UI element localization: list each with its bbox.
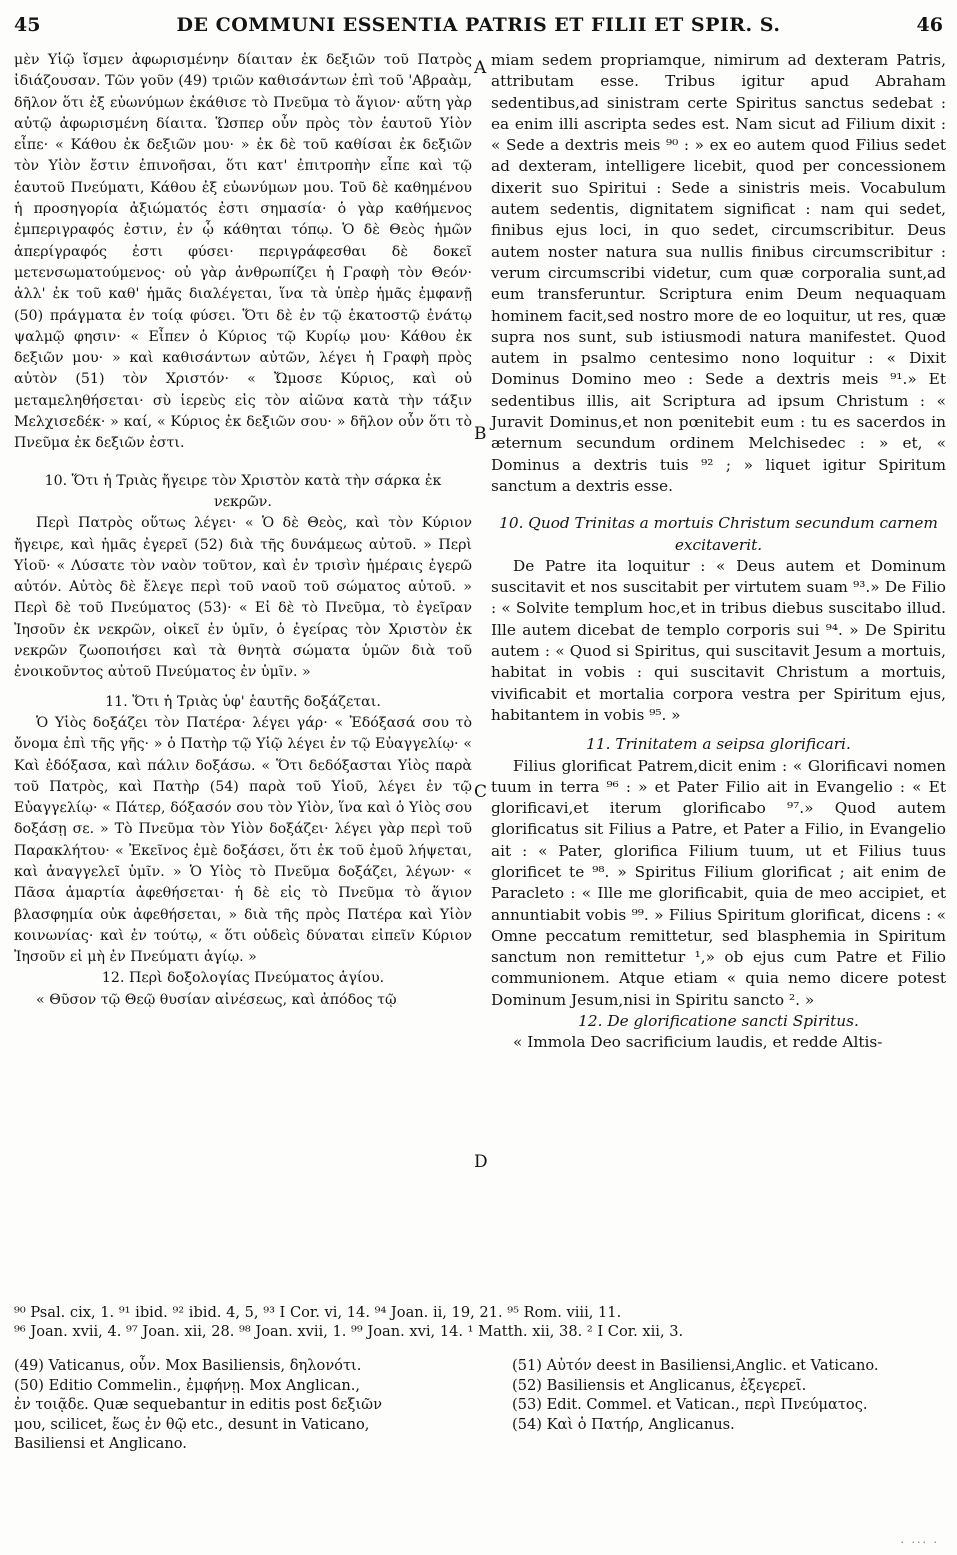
variant-note: (52) Basiliensis et Anglicanus, ἐξεγερεῖ. [512,1376,807,1394]
scripture-note-line: ⁹⁶ Joan. xvii, 4. ⁹⁷ Joan. xii, 28. ⁹⁸ Joan. xvii, 1. ⁹⁹ Joan. xvi, 14. ¹ Matth. xii, 38. ² I Cor. xii, 3. [14,1323,684,1340]
latin-heading-12: 12. De glorificatione sancti Spiritus. [578,1012,859,1031]
variant-note: (54) Καὶ ὁ Πατήρ, Anglicanus. [512,1415,735,1433]
greek-paragraph-12: « Θῦσον τῷ Θεῷ θυσίαν αἰνέσεως, καὶ ἀπόδος τῷ [36,991,397,1008]
scan-speck: · ··· · [900,1536,939,1549]
greek-paragraph-10: Περὶ Πατρὸς οὕτως λέγει· « Ὁ δὲ Θεὸς, καὶ τὸν Κύριον ἤγειρε, καὶ ἡμᾶς ἐγερεῖ (52) διὰ τῆς δυνάμεως αὐτοῦ. » Περὶ Υἱοῦ· « Λύσατε τὸν ναὸν τοῦτον, καὶ ἐν τρισὶν ἡμέραις ἐγερῶ αὐτόν. Αὐτὸς δὲ ἔλεγε περὶ τοῦ ναοῦ τοῦ σώματος αὐτοῦ. » Περὶ δὲ τοῦ Πνεύματος (53)· « Εἰ δὲ τὸ Πνεῦμα, τὸ ἐγεῖραν Ἰησοῦν ἐκ νεκρῶν, οἰκεῖ ἐν ὑμῖν, ὁ ἐγείρας τὸν Χριστὸν ἐκ νεκρῶν ζωοποιήσει καὶ τὰ θνητὰ σώματα ὑμῶν διὰ τοῦ ἐνοικοῦντος αὐτοῦ Πνεύματος ἐν ὑμῖν. » [14,515,472,681]
scripture-note-line: ⁹⁰ Psal. cix, 1. ⁹¹ ibid. ⁹² ibid. 4, 5, ⁹³ I Cor. vi, 14. ⁹⁴ Joan. ii, 19, 21. ⁹⁵ Rom. viii, 11. [14,1304,622,1321]
latin-paragraph-11: Filius glorificat Patrem,dicit enim : « Glorificavi nomen tuum in terra ⁹⁶ : » et Pater Filio ait in Evangelio : « Et glorificavi,et iterum glorificabo ⁹⁷.» Quod autem glorificatus sit Filius a Patre, et Pater a Filio, in Evangelio ait : « Pater, glorifica Filium tuum, ut et Filius tuus glorificet te ⁹⁸. » Spiritus Filium glorificat ; ait enim de Paracleto : « Ille me glorificabit, quia de meo accipiet, et annuntiabit vobis ⁹⁹. » Filius Spiritum glorificat, dicens : « Omne peccatum remittetur, sed blasphemia in Spiritum sanctum non remittetur ¹,» ob ejus cum Patre et Filio communionem. Atque etiam « quia nemo dicere potest Dominum Jesum,nisi in Spiritu sancto ². » [491,756,946,1009]
latin-paragraph-12: « Immola Deo sacrificium laudis, et redde Altis- [513,1033,883,1052]
margin-marker-b: B [474,424,487,444]
variant-note: (53) Edit. Commel. et Vatican., περὶ Πνεύματος. [512,1396,868,1413]
latin-paragraph-10: De Patre ita loquitur : « Deus autem et Dominum suscitavit et nos suscitabit per virtutem suam ⁹³.» De Filio : « Solvite templum hoc,et in tribus diebus suscitabo illud. Ille autem dicebat de templo corporis sui ⁹⁴. » De Spiritu autem : « Quod si Spiritus, qui suscitavit Jesum a mortuis, habitat in vobis : qui suscitavit Christum a mortuis, vivificabit et mortalia corpora vestra per Spiritum ejus, habitantem in vobis ⁹⁵. » [491,556,946,724]
variant-note: ἐν τοιᾷδε. Quæ sequebantur in editis post δεξιῶν [14,1396,382,1413]
latin-paragraph-9: miam sedem propriamque, nimirum ad dexteram Patris, attributam esse. Tribus igitur apud Abraham sedentibus,ad sinistram certe Spiritus sanctus sedebat : ea enim illi ascripta sedes est. Nam sicut ad Filium dixit : « Sede a dextris meis ⁹⁰ : » ex eo autem quod Filius sedet ad dexteram, intelligere licebit, quod per concessionem dixerit suo Spiritui : Sede a sinistris meis. Vocabulum autem sedentis, dignitatem significat : nam qui sedet, finibus ejus loci, in quo sedet, circumscribitur. Deus autem noster natura sua nullis finibus circumscribitur : verum circumscribi videtur, cum quæ corporalia sunt,ad eum transferuntur. Scriptura enim Deum nequaquam hominem facit,sed nostro more de eo loquitur, ut res, quæ supra nos sunt, sub istiusmodi natura manifestet. Quod autem in psalmo centesimo nono loquitur : « Dixit Dominus Domino meo : Sede a dextris meis ⁹¹.» Et sedentibus illis, ait Scriptura ad ipsum Christum : « Juravit Dominus,et non pœnitebit eum : tu es sacerdos in æternum secundum ordinem Melchisedec : » et, « Dominus a dextris tuis ⁹² ; » liquet igitur Spiritum sanctum a dextris esse. [491,51,946,495]
running-title: DE COMMUNI ESSENTIA PATRIS ET FILII ET SPIR. S. [176,14,781,36]
variant-note: (49) Vaticanus, οὖν. Mox Basiliensis, δηλονότι. [14,1357,362,1374]
running-header [14,14,943,42]
latin-heading-11: 11. Trinitatem a seipsa glorificari. [586,735,851,754]
latin-heading-10: 10. Quod Trinitas a mortuis Christum secundum carnem excitaverit. [499,514,938,554]
latin-column [491,50,946,1054]
variant-notes-left [14,1356,484,1454]
greek-paragraph-9: μὲν Υἱῷ ἴσμεν ἀφωρισμένην δίαιταν ἐκ δεξιῶν τοῦ Πατρὸς ἰδιάζουσαν. Τῶν γοῦν (49) τριῶν καθισάντων ἐπὶ τοῦ 'Αβραὰμ, δῆλον ὅτι ἐξ εὐωνύμων ἐκάθισε τὸ Πνεῦμα τὸ ἅγιον· αὕτη γὰρ αὐτῷ ἀφωρισμένη δίαιτα. Ὥσπερ οὖν πρὸς τὸν ἑαυτοῦ Υἱὸν εἶπε· « Κάθου ἐκ δεξιῶν μου· » ἐκ δὲ τοῦ καθίσαι ἐκ δεξιῶν τὸν Υἱὸν ἔστιν ἐπινοῆσαι, ὅτι κατ' ἐπιτροπὴν εἶπε καὶ τῷ ἑαυτοῦ Πνεύματι, Κάθου ἐξ εὐωνύμων μου. Τοῦ δὲ καθημένου ἡ προσηγορία ἀξιώματός ἐστι σημασία· ὁ γὰρ καθήμενος ἐμπεριγραφός ἐστιν, ἐν ᾧ κάθηται τόπῳ. Ὁ δὲ Θεὸς ἡμῶν ἀπερίγραφός ἐστι φύσει· περιγράφεσθαι δὲ δοκεῖ μετενσωματούμενος· οὐ γὰρ ἀνθρωπίζει ἡ Γραφὴ τὸν Θεόν· ἀλλ' ἐκ τοῦ καθ' ἡμᾶς διαλέγεται, ἵνα τὰ ὑπὲρ ἡμᾶς ἐμφανῇ (50) πράγματα ἐν τοίᾳ φύσει. Ὅτι δὲ ἐν τῷ ἑκατοστῷ ἐνάτῳ ψαλμῷ φησιν· « Εἶπεν ὁ Κύριος τῷ Κυρίῳ μου· Κάθου ἐκ δεξιῶν μου· » καὶ καθισάντων αὐτῶν, λέγει ἡ Γραφὴ πρὸς αὐτὸν (51) τὸν Χριστόν· « Ὤμοσε Κύριος, καὶ οὐ μεταμεληθήσεται· σὺ ἱερεὺς εἰς τὸν αἰῶνα κατὰ τὴν τάξιν Μελχισεδέκ· » καί, « Κύριος ἐκ δεξιῶν σου· » δῆλον οὖν ὅτι τὸ Πνεῦμα ἐκ δεξιῶν ἐστι. [14,52,472,452]
margin-marker-c: C [474,782,488,802]
variant-note: (51) Αὐτόν deest in Basiliensi,Anglic. et Vaticano. [512,1357,879,1374]
variant-notes-right [512,1356,952,1434]
greek-heading-10: 10. Ὅτι ἡ Τριὰς ἤγειρε τὸν Χριστὸν κατὰ τὴν σάρκα ἐκ νεκρῶν. [44,472,442,510]
margin-marker-a: A [474,58,487,78]
variant-note: Basiliensi et Anglicano. [14,1435,187,1452]
scripture-references [14,1303,954,1341]
margin-marker-d: D [474,1152,488,1172]
page-number-left: 45 [14,14,41,36]
greek-paragraph-11: Ὁ Υἱὸς δοξάζει τὸν Πατέρα· λέγει γάρ· « Ἐδόξασά σου τὸ ὄνομα ἐπὶ τῆς γῆς· » ὁ Πατὴρ τῷ Υἱῷ λέγει ἐν τῷ Εὐαγγελίῳ· « Καὶ ἐδόξασα, καὶ πάλιν δοξάσω. « Ὅτι δεδόξασται Υἱὸς παρὰ τοῦ Πατρὸς, καὶ Πατὴρ (54) παρὰ τοῦ Υἱοῦ, λέγει ἐν τῷ Εὐαγγελίῳ· « Πάτερ, δόξασόν σου τὸν Υἱὸν, ἵνα καὶ ὁ Υἱὸς σου δοξάσῃ σε. » Τὸ Πνεῦμα τὸν Υἱὸν δοξάζει· λέγει γὰρ περὶ τοῦ Παρακλήτου· « Ἐκεῖνος ἐμὲ δοξάσει, ὅτι ἐκ τοῦ ἐμοῦ λήψεται, καὶ ἀναγγελεῖ ὑμῖν. » Ὁ Υἱὸς τὸ Πνεῦμα δοξάζει, λέγων· « Πᾶσα ἁμαρτία ἀφεθήσεται· ἡ δὲ εἰς τὸ Πνεῦμα τὸ ἅγιον βλασφημία οὐκ ἀφεθήσεται, » διὰ τῆς πρὸς Πατέρα καὶ Υἱὸν κοινωνίας· καὶ ἐν τούτῳ, « ὅτι οὐδεὶς δύναται εἰπεῖν Κύριον Ἰησοῦν εἰ μὴ ἐν Πνεύματι ἁγίῳ. » [14,714,472,966]
variant-note: (50) Editio Commelin., ἐμφήνῃ. Mox Anglican., [14,1376,361,1394]
variant-note: μου, scilicet, ἕως ἐν θῷ etc., desunt in Vaticano, [14,1415,370,1433]
greek-heading-11: 11. Ὅτι ἡ Τριὰς ὑφ' ἑαυτῆς δοξάζεται. [105,693,381,710]
greek-column [14,50,472,1011]
page-number-right: 46 [916,14,943,36]
greek-heading-12: 12. Περὶ δοξολογίας Πνεύματος ἁγίου. [101,970,385,987]
